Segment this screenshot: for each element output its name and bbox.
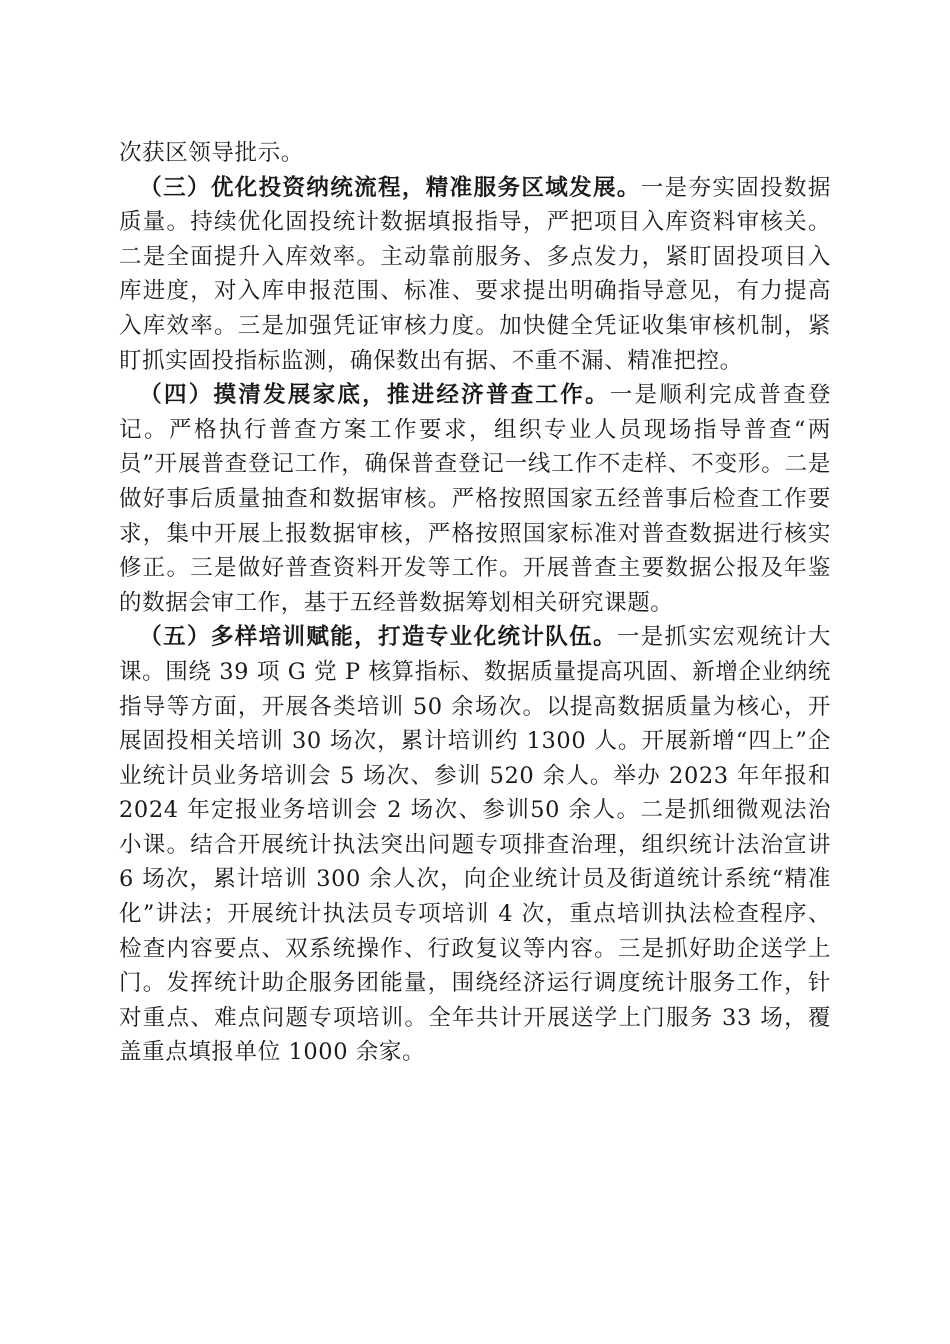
paragraph-body: 一是夯实固投数据质量。持续优化固投统计数据填报指导，严把项目入库资料审核关。二是全面提升入库效率。主动靠前服务、多点发力，紧盯固投项目入库进度，对入库申报范围、标准、要求提出明确指导意见，有力提高入库效率。三是加强凭证审核力度。加快健全凭证收集审核机制，紧盯抓实固投指标监测，确保数出有据、不重不漏、精准把控。 [119, 174, 831, 374]
paragraph-body: 一是抓实宏观统计大课。围绕 39 项 G 党 P 核算指标、数据质量提高巩固、新增企业纳统指导等方面，开展各类培训 50 余场次。以提高数据质量为核心，开展固投相关培训 30 场次，累计培训约 1300 人。开展新增“四上”企业统计员业务培训会 5 场次、参训 520 余人。举办 2023 年年报和 2024 年定报业务培训会 2 场次、参训50 余人。二是抓细微观法治小课。结合开展统计执法突出问题专项排查治理，组织统计法治宣讲 6 场次，累计培训 300 余人次，向企业统计员及街道统计系统“精准化”讲法；开展统计执法员专项培训 4 次，重点培训执法检查程序、检查内容要点、双系统操作、行政复议等内容。三是抓好助企送学上门。发挥统计助企服务团能量，围绕经济运行调度统计服务工作，针对重点、难点问题专项培训。全年共计开展送学上门服务 33 场，覆盖重点填报单位 1000 余家。 [119, 624, 831, 1066]
paragraph-body: 一是顺利完成普查登记。严格执行普查方案工作要求，组织专业人员现场指导普查“两员”开展普查登记工作，确保普查登记一线工作不走样、不变形。二是做好事后质量抽查和数据审核。严格按照国家五经普事后检查工作要求，集中开展上报数据审核，严格按照国家标准对普查数据进行核实修正。三是做好普查资料开发等工作。开展普查主要数据公报及年鉴的数据会审工作，基于五经普数据筹划相关研究课题。 [119, 382, 831, 616]
paragraph-continuation [119, 136, 831, 171]
paragraph-section-3 [119, 171, 831, 379]
paragraph-section-5 [119, 620, 831, 1070]
section-heading: （三）优化投资纳统流程，精准服务区域发展。 [139, 174, 641, 201]
paragraph-section-4 [119, 378, 831, 620]
section-heading: （四）摸清发展家底，推进经济普查工作。 [139, 382, 610, 409]
section-heading: （五）多样培训赋能，打造专业化统计队伍。 [139, 624, 617, 651]
paragraph-body: 次获区领导批示。 [119, 140, 304, 166]
document-body [119, 136, 831, 1070]
